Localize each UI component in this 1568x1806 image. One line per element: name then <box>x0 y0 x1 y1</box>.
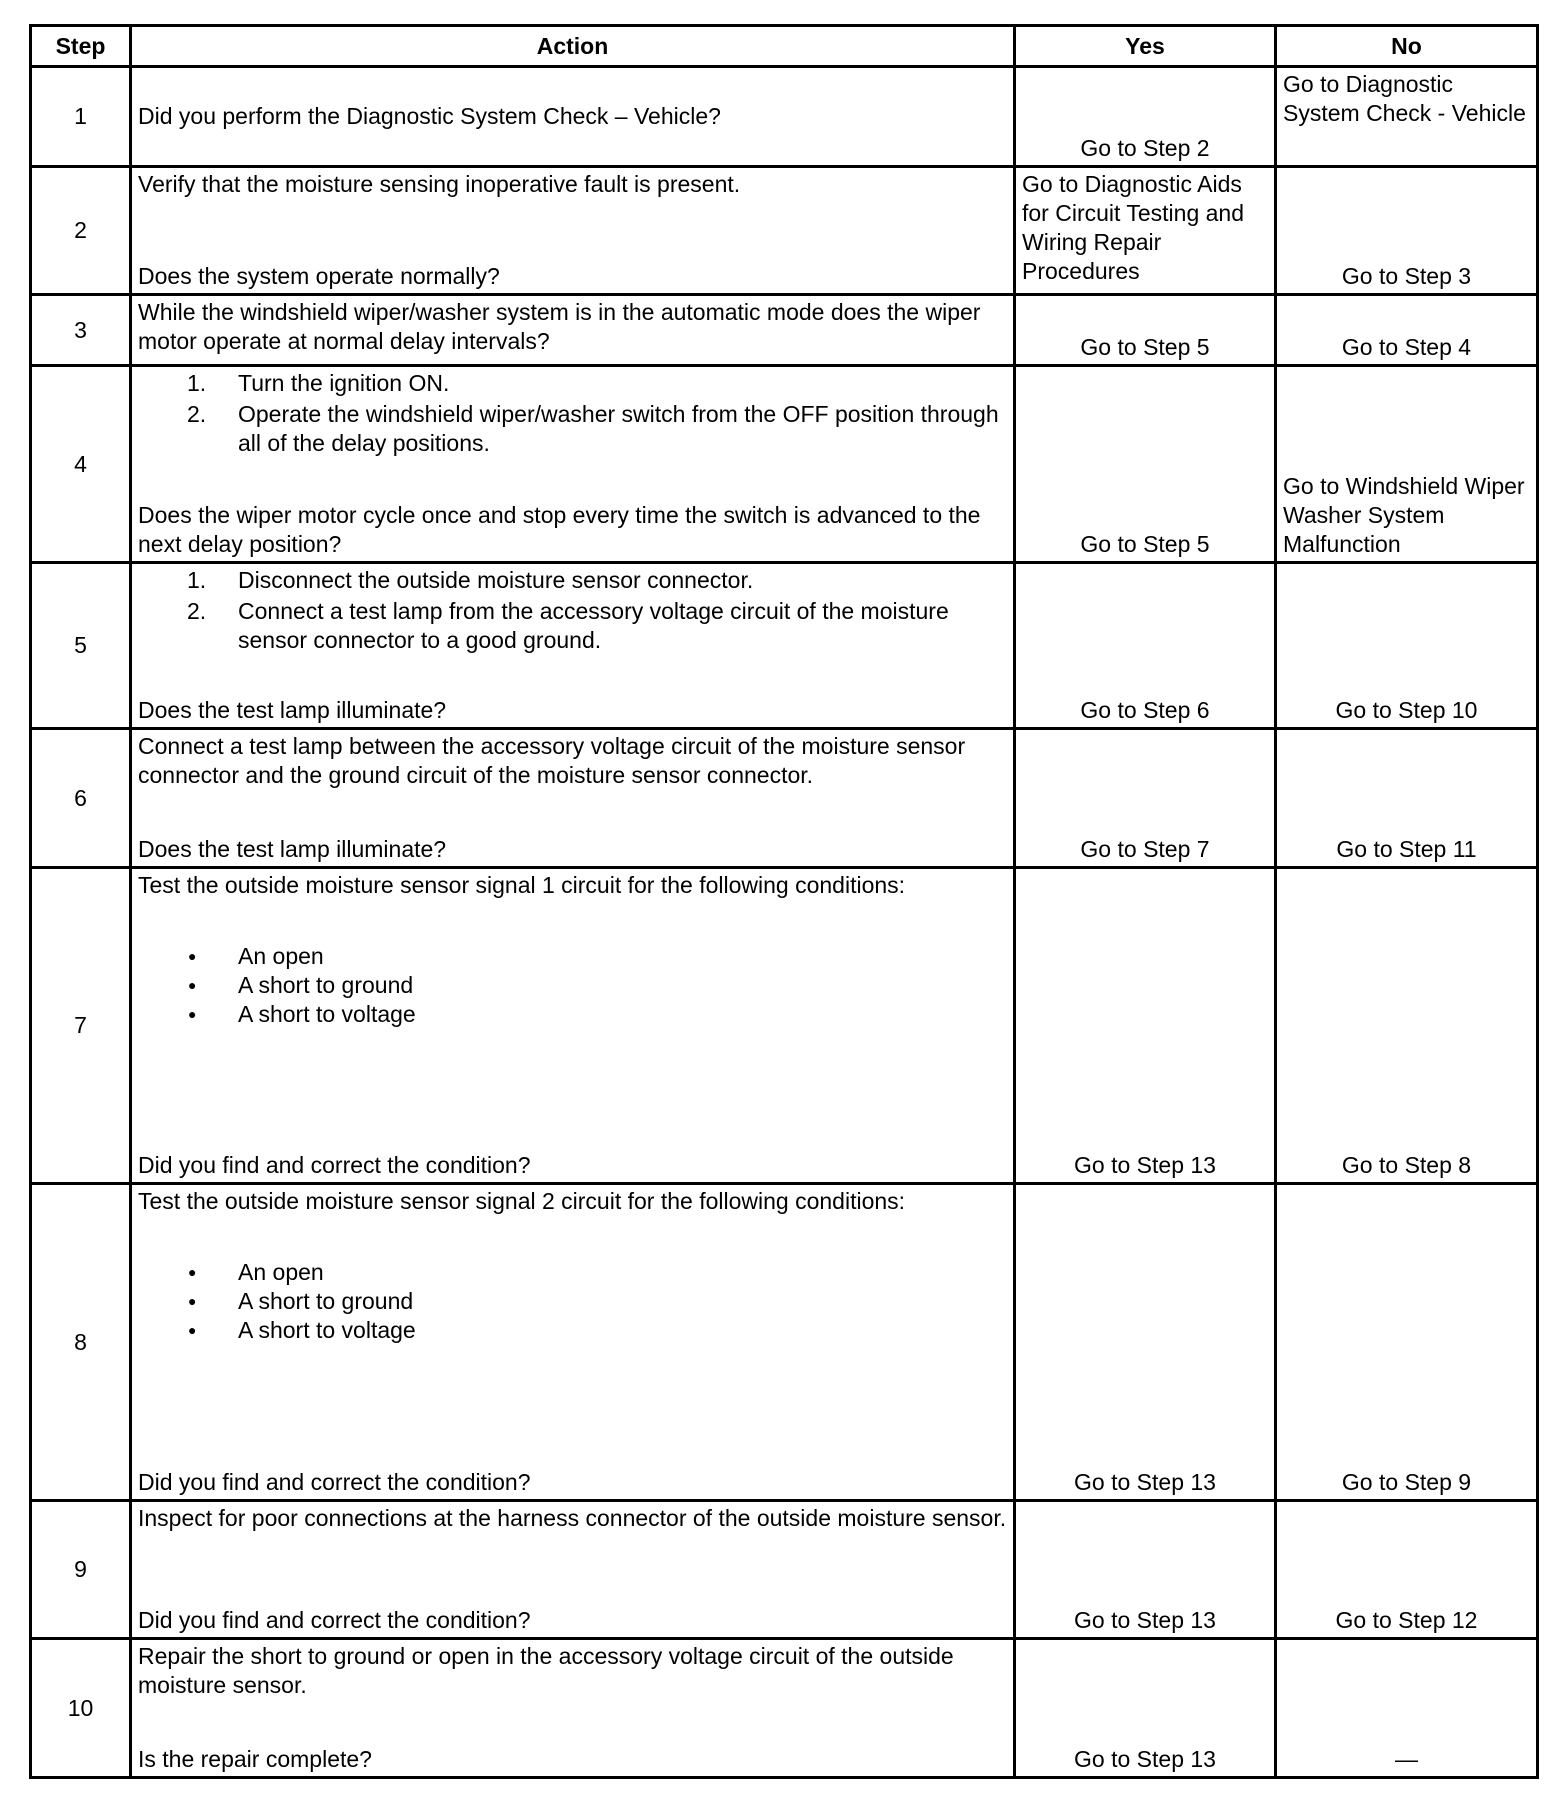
yes-link[interactable]: Go to Step 13 <box>1074 1607 1216 1633</box>
no-cell <box>1276 1184 1538 1501</box>
yes-cell <box>1015 1639 1276 1778</box>
condition-list <box>132 942 1013 1029</box>
action-question: Does the test lamp illuminate? <box>138 836 447 862</box>
header-yes: Yes <box>1015 26 1276 67</box>
table-row <box>31 868 1538 1184</box>
step-number: 2 <box>31 167 131 295</box>
yes-link[interactable]: Go to Diagnostic Aids for Circuit Testing and Wiring Repair Procedures <box>1022 171 1245 284</box>
action-cell <box>131 563 1015 729</box>
no-cell <box>1276 1639 1538 1778</box>
condition-list <box>132 1258 1013 1345</box>
condition-item: ● A short to ground <box>132 971 1013 1000</box>
action-instruction: Verify that the moisture sensing inoperative fault is present. <box>138 171 741 197</box>
step-number: 8 <box>31 1184 131 1501</box>
no-link[interactable]: Go to Step 4 <box>1341 334 1472 360</box>
numbered-step <box>132 367 1013 398</box>
action-cell <box>131 1184 1015 1501</box>
header-no: No <box>1276 26 1538 67</box>
no-link[interactable]: Go to Step 10 <box>1335 697 1478 723</box>
no-link[interactable]: Go to Step 9 <box>1341 1469 1472 1495</box>
table-row <box>31 1184 1538 1501</box>
table-row <box>31 366 1538 563</box>
condition-item: ● A short to voltage <box>132 1000 1013 1029</box>
yes-cell <box>1015 295 1276 366</box>
no-cell <box>1276 868 1538 1184</box>
step-number: 7 <box>31 868 131 1184</box>
no-link[interactable]: Go to Step 11 <box>1336 836 1477 862</box>
no-link[interactable]: Go to Diagnostic System Check - Vehicle <box>1283 71 1526 126</box>
no-cell <box>1276 295 1538 366</box>
step-text: Operate the windshield wiper/washer switch from the OFF position through all of the delay positions. <box>238 401 999 456</box>
numbered-step <box>132 595 1013 655</box>
table-row <box>31 1639 1538 1778</box>
no-cell <box>1276 1501 1538 1639</box>
action-instruction: Test the outside moisture sensor signal 1 circuit for the following conditions: <box>138 872 906 898</box>
step-text: Connect a test lamp from the accessory voltage circuit of the moisture sensor connector to a good ground. <box>238 598 949 653</box>
header-step: Step <box>31 26 131 67</box>
table-row <box>31 67 1538 167</box>
step-text: Disconnect the outside moisture sensor connector. <box>238 567 754 593</box>
header-action: Action <box>131 26 1015 67</box>
header-row <box>31 26 1538 67</box>
step-number: 4 <box>31 366 131 563</box>
action-question: Is the repair complete? <box>138 1746 372 1772</box>
action-question: Did you find and correct the condition? <box>138 1469 531 1495</box>
numbered-steps <box>132 564 1013 655</box>
action-question: Did you find and correct the condition? <box>138 1152 531 1178</box>
yes-link[interactable]: Go to Step 13 <box>1074 1152 1216 1178</box>
action-cell <box>131 67 1015 167</box>
action-question: Does the system operate normally? <box>138 263 500 289</box>
no-value: — <box>1395 1746 1418 1772</box>
condition-item: ● An open <box>132 942 1013 971</box>
action-question: Did you find and correct the condition? <box>138 1607 531 1633</box>
action-instruction: Connect a test lamp between the accessory voltage circuit of the moisture sensor connector and the ground circuit of the moisture sensor connector. <box>138 733 966 788</box>
no-link[interactable]: Go to Step 3 <box>1341 263 1472 289</box>
action-cell <box>131 167 1015 295</box>
step-text: Turn the ignition ON. <box>238 370 450 396</box>
no-cell <box>1276 67 1538 167</box>
action-cell <box>131 1501 1015 1639</box>
step-index: 2. <box>187 401 207 427</box>
action-instruction: Inspect for poor connections at the harness connector of the outside moisture sensor. <box>138 1505 1007 1531</box>
condition-item: ● An open <box>132 1258 1013 1287</box>
yes-link[interactable]: Go to Step 5 <box>1080 531 1210 557</box>
action-cell <box>131 868 1015 1184</box>
table-row <box>31 295 1538 366</box>
step-index: 1. <box>187 370 207 396</box>
yes-link[interactable]: Go to Step 13 <box>1074 1746 1216 1772</box>
no-link[interactable]: Go to Windshield Wiper Washer System Malfunction <box>1283 473 1525 557</box>
numbered-step <box>132 564 1013 595</box>
step-number: 5 <box>31 563 131 729</box>
step-number: 10 <box>31 1639 131 1778</box>
table-row <box>31 563 1538 729</box>
condition-item: ● A short to voltage <box>132 1316 1013 1345</box>
step-index: 2. <box>187 598 207 624</box>
yes-link[interactable]: Go to Step 13 <box>1074 1469 1216 1495</box>
yes-cell <box>1015 67 1276 167</box>
action-cell <box>131 366 1015 563</box>
action-cell <box>131 1639 1015 1778</box>
action-instruction: Repair the short to ground or open in the accessory voltage circuit of the outside moisture sensor. <box>138 1643 954 1698</box>
action-cell <box>131 295 1015 366</box>
yes-cell <box>1015 868 1276 1184</box>
table-row <box>31 1501 1538 1639</box>
action-question: Did you perform the Diagnostic System Check – Vehicle? <box>138 103 721 129</box>
action-instruction: Test the outside moisture sensor signal 2 circuit for the following conditions: <box>138 1188 906 1214</box>
numbered-step <box>132 398 1013 458</box>
action-instruction: While the windshield wiper/washer system is in the automatic mode does the wiper motor operate at normal delay intervals? <box>138 299 981 354</box>
no-link[interactable]: Go to Step 12 <box>1335 1607 1478 1633</box>
yes-cell <box>1015 167 1276 295</box>
yes-cell <box>1015 729 1276 868</box>
no-cell <box>1276 729 1538 868</box>
yes-cell <box>1015 563 1276 729</box>
action-question: Does the test lamp illuminate? <box>138 697 447 723</box>
step-number: 3 <box>31 295 131 366</box>
numbered-steps <box>132 367 1013 458</box>
yes-cell <box>1015 1184 1276 1501</box>
step-number: 1 <box>31 67 131 167</box>
action-question: Does the wiper motor cycle once and stop every time the switch is advanced to the next delay position? <box>138 502 981 557</box>
no-link[interactable]: Go to Step 8 <box>1341 1152 1472 1178</box>
no-cell <box>1276 167 1538 295</box>
yes-cell <box>1015 1501 1276 1639</box>
no-cell <box>1276 366 1538 563</box>
condition-item: ● A short to ground <box>132 1287 1013 1316</box>
diagnostic-table <box>29 24 1539 1779</box>
yes-cell <box>1015 366 1276 563</box>
action-cell <box>131 729 1015 868</box>
step-index: 1. <box>187 567 207 593</box>
step-number: 6 <box>31 729 131 868</box>
yes-link[interactable]: Go to Step 7 <box>1080 836 1210 862</box>
step-number: 9 <box>31 1501 131 1639</box>
yes-link[interactable]: Go to Step 5 <box>1080 334 1210 360</box>
table-row <box>31 167 1538 295</box>
no-cell <box>1276 563 1538 729</box>
table-row <box>31 729 1538 868</box>
yes-link[interactable]: Go to Step 2 <box>1080 135 1210 161</box>
yes-link[interactable]: Go to Step 6 <box>1080 697 1210 723</box>
